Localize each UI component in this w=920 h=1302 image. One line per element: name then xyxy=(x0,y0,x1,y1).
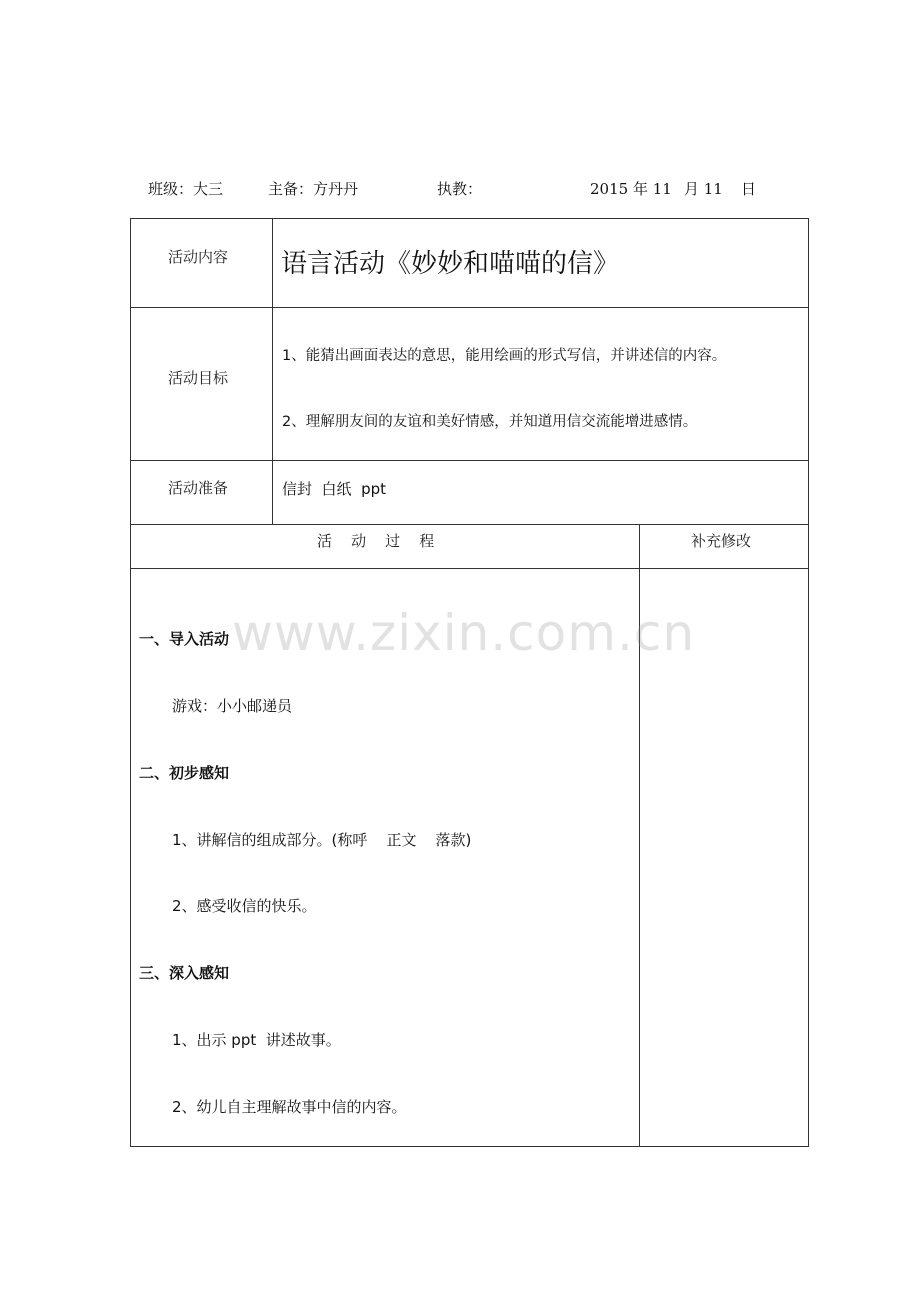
watermark: www.zixin.com.cn xyxy=(232,604,696,662)
section-3-title: 三、深入感知 xyxy=(139,964,230,982)
prep-label: 活动准备 xyxy=(168,479,229,497)
prep-label-cell xyxy=(130,460,273,525)
process-header: 活 动 过 程 xyxy=(317,532,435,550)
content-label: 活动内容 xyxy=(168,248,229,266)
activity-title: 语言活动《妙妙和喵喵的信》 xyxy=(281,249,620,279)
goal-item-2: 2、理解朋友间的友谊和美好情感，并知道用信交流能增进感情。 xyxy=(282,414,698,430)
goals-value-cell xyxy=(272,307,809,461)
content-value-cell xyxy=(272,218,809,308)
section-1-title: 一、导入活动 xyxy=(139,630,230,648)
revise-header: 补充修改 xyxy=(691,532,752,550)
document-header xyxy=(0,178,920,202)
process-header-cell xyxy=(130,524,640,569)
section-1-item-1: 游戏：小小邮递员 xyxy=(172,697,293,715)
date-month: 月 11 xyxy=(684,180,723,198)
goals-label: 活动目标 xyxy=(168,369,229,387)
goal-item-1: 1、能猜出画面表达的意思，能用绘画的形式写信，并讲述信的内容。 xyxy=(282,348,727,364)
section-2-item-2: 2、感受收信的快乐。 xyxy=(172,897,317,915)
content-label-cell xyxy=(130,218,273,308)
section-3-item-2: 2、幼儿自主理解故事中信的内容。 xyxy=(172,1098,407,1116)
revise-header-cell xyxy=(639,524,809,569)
section-3-item-1: 1、出示 ppt 讲述故事。 xyxy=(172,1031,341,1049)
prep-value: 信封 白纸 ppt xyxy=(282,480,386,498)
prep-value-cell xyxy=(272,460,809,525)
class-label: 班级：大三 xyxy=(148,180,224,198)
teacher-label: 执教： xyxy=(437,180,483,198)
main-teacher-label: 主备：方丹丹 xyxy=(268,180,359,198)
date-day: 日 xyxy=(741,180,757,198)
section-2-item-1: 1、讲解信的组成部分。(称呼 正文 落款) xyxy=(172,831,472,849)
date-year: 2015 年 11 xyxy=(590,180,672,198)
goals-label-cell xyxy=(130,307,273,461)
section-2-title: 二、初步感知 xyxy=(139,764,230,782)
